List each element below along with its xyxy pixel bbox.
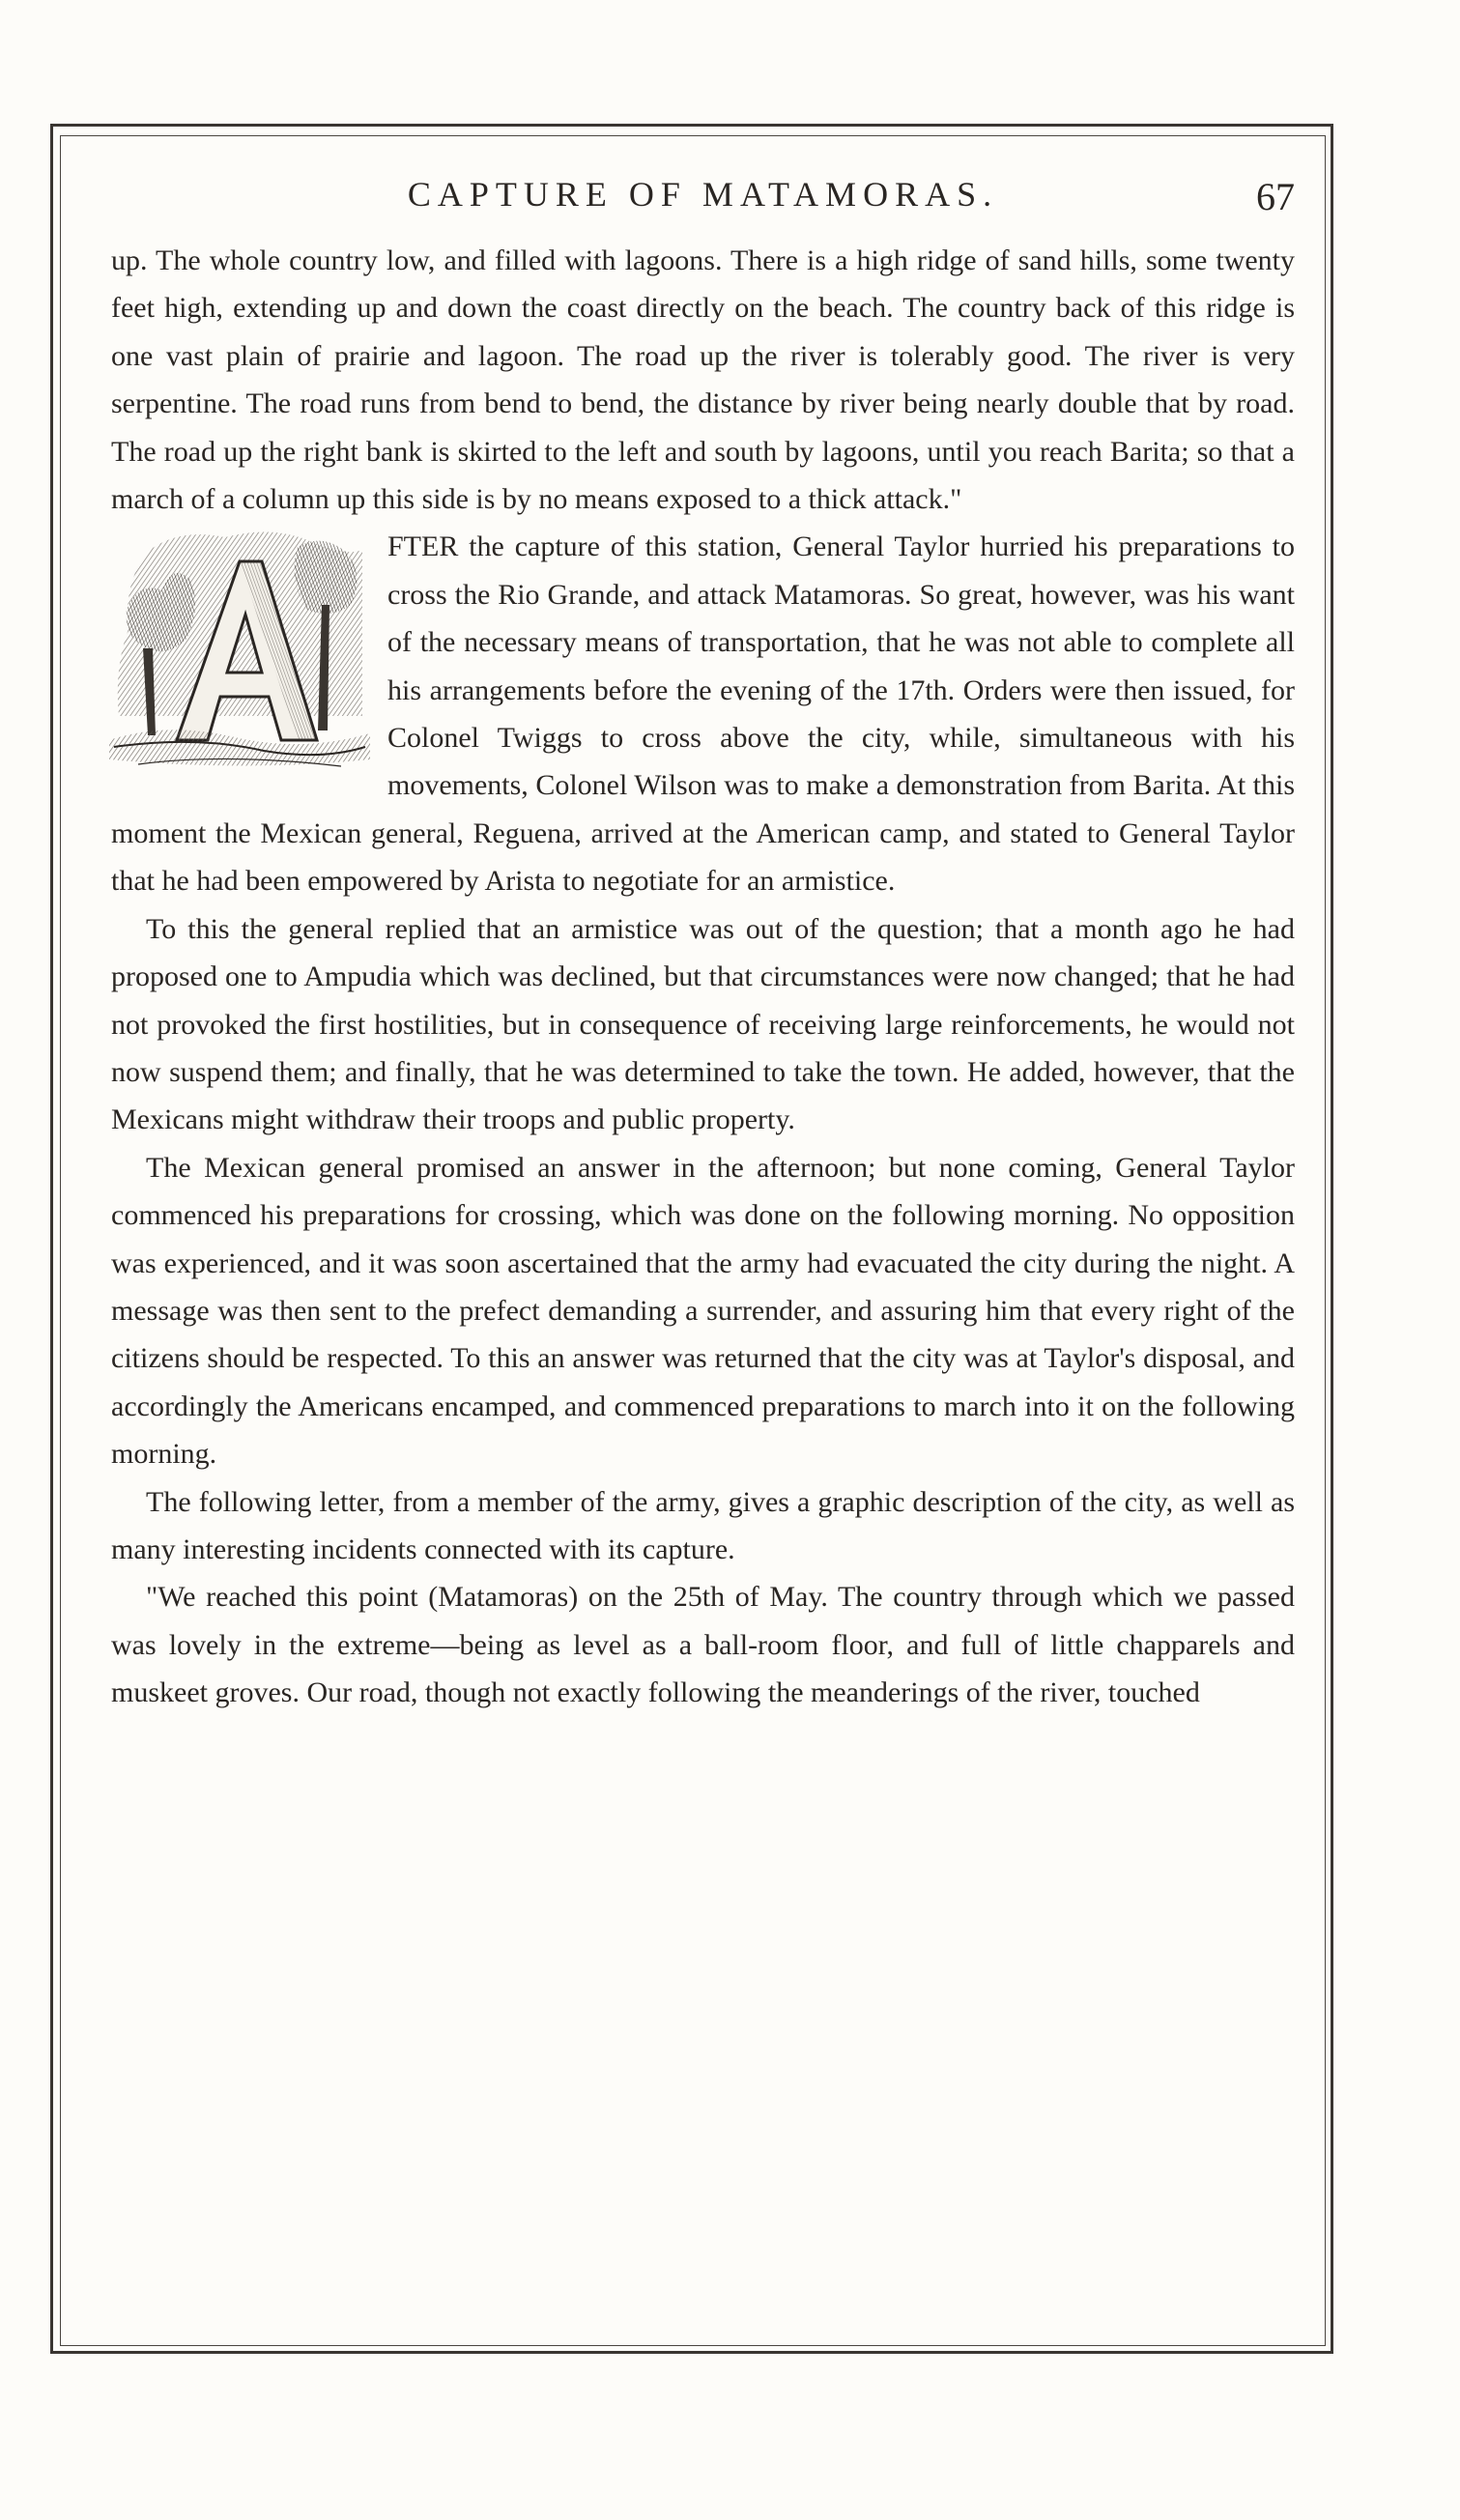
paragraph-text: FTER the capture of this station, General Taylor hurried his preparations to cross the Rio Grande, and attack Matamoras. So great, however, was his want of the necessary means of transportation, that he was not able to complete all his arrangements before the evening of the 17th. Orders were then issued, for Colonel Twiggs to cross above the city, while, simultaneous with his movements, Colonel Wilson was to make a demonstration from Barita. At this moment the Mexican general, Reguena, arrived at the American camp, and stated to General Taylor that he had been empowered by Arista to negotiate for an armistice. xyxy=(111,530,1295,898)
page-number: 67 xyxy=(1256,175,1295,218)
paragraph: The Mexican general promised an answer in the afternoon; but none coming, General Taylor commenced his preparations for crossing, which was done on the following morning. No opposition was experienced, and it was soon ascertained that the army had evacuated the city during the night. A message was then sent to the prefect demanding a surrender, and assuring him that every right of the citizens should be respected. To this an answer was returned that the city was at Taylor's disposal, and accordingly the Americans encamped, and commenced preparations to march into it on the following morning. xyxy=(111,1151,1295,1471)
paragraph: To this the general replied that an armistice was out of the question; that a month ago he had proposed one to Ampudia which was declined, but that circumstances were now changed; that he had not provoked the first hostilities, but in consequence of receiving large reinforcements, he would not now suspend them; and finally, that he was determined to take the town. He added, however, that the Mexicans might withdraw their troops and public property. xyxy=(111,912,1295,1136)
body-text xyxy=(111,237,1295,1717)
paragraph: up. The whole country low, and filled with lagoons. There is a high ridge of sand hills, some twenty feet high, extending up and down the coast directly on the beach. The country back of this ridge is one vast plain of prairie and lagoon. The road up the river is tolerably good. The river is very serpentine. The road runs from bend to bend, the distance by river being nearly double that by road. The road up the right bank is skirted to the left and south by lagoons, until you reach Barita; so that a march of a column up this side is by no means exposed to a thick attack." xyxy=(111,244,1295,516)
page-header xyxy=(111,174,1295,222)
paragraph: "We reached this point (Matamoras) on the 25th of May. The country through which we passed was lovely in the extreme—being as level as a ball-room floor, and full of little chapparels and muskeet groves. Our road, though not exactly following the meanderings of the river, touched xyxy=(111,1581,1295,1709)
paragraph-with-drop-cap xyxy=(111,523,1295,904)
running-head: CAPTURE OF MATAMORAS. xyxy=(407,175,999,214)
drop-cap-illustration xyxy=(109,523,370,772)
paragraph: The following letter, from a member of the army, gives a graphic description of the city, as well as many interesting incidents connected with its capture. xyxy=(111,1485,1295,1565)
